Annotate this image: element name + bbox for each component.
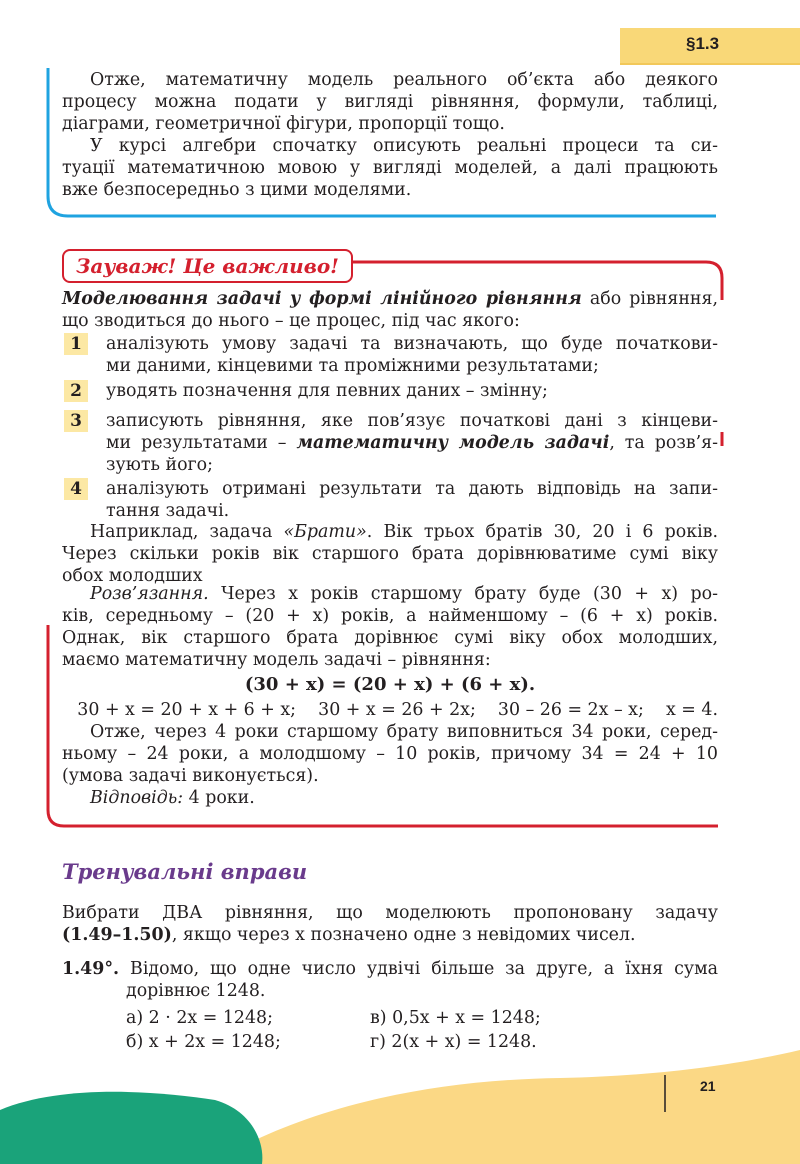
intro-line: туації математичною мовою у вигляді моделей, а далі працюють	[62, 158, 718, 178]
model-equation: (30 + x) = (20 + x) + (6 + x).	[244, 674, 536, 695]
problem-line: Відомо, що одне число удвічі більше за друге, а їхня сума	[119, 959, 718, 979]
problem-number: 1.49°.	[62, 959, 120, 979]
page-number: 21	[700, 1078, 716, 1094]
step-line: аналізують отримані результати та дають відповідь на запи-	[106, 479, 718, 499]
step-text	[106, 478, 718, 522]
instruction-line: , якщо через x позначено одне з невідомих чисел.	[171, 925, 636, 945]
step-line-bold: математичну модель задачі	[296, 433, 610, 453]
solution-line: маємо математичну модель задачі – рівняння:	[62, 650, 491, 670]
answer-label: Відповідь:	[90, 788, 184, 808]
instruction-line: Вибрати ДВА рівняння, що моделюють пропоновану задачу	[62, 903, 718, 923]
intro-line: У курсі алгебри спочатку описують реальні процеси та си-	[90, 136, 718, 156]
section-tag: §1.3	[686, 34, 720, 53]
step-line: тання задачі.	[106, 501, 230, 521]
solution-label: Розв’язання.	[90, 584, 209, 604]
intro-line: вже безпосередньо з цими моделями.	[62, 180, 412, 200]
step-line: зують його;	[106, 455, 213, 475]
solution-line: Однак, вік старшого брата дорівнює сумі віку обох молодших,	[62, 628, 718, 648]
intro-line: процесу можна подати у вигляді рівняння, формули, таблиці,	[62, 92, 718, 112]
step-text	[106, 380, 718, 402]
exercises-heading: Тренувальні вправи	[62, 859, 308, 884]
step-line: уводять позначення для певних даних – змінну;	[106, 381, 548, 401]
example-line: . Вік трьох братів 30, 20 і 6 років.	[366, 522, 718, 542]
note-lead-rest: або рівняння,	[581, 289, 719, 309]
conclusion-line: ньому – 24 роки, а молодшому – 10 років, причому 34 = 24 + 10	[62, 744, 718, 764]
exercises-instruction	[62, 902, 718, 946]
problem-line: дорівнює 1248.	[126, 981, 266, 1001]
solution-line: ків, середньому – (20 + x) років, а найменшому – (6 + x) років.	[62, 606, 718, 626]
step-line-post: , та розв’я-	[609, 433, 719, 453]
example-line: Через скільки років вік старшого брата дорівнюватиме сумі віку	[62, 544, 718, 564]
note-lead	[62, 288, 718, 332]
intro-line: Отже, математичну модель реального об’єкта або деякого	[90, 70, 718, 90]
step-number: 1	[64, 333, 88, 355]
solution-line: Через x років старшому брату буде (30 + x) ро-	[208, 584, 718, 604]
problem-1-49	[62, 958, 718, 1002]
conclusion-text	[62, 721, 718, 809]
note-title: Зауваж! Це важливо!	[62, 249, 353, 283]
answer-value: 4 роки.	[183, 788, 255, 808]
step-line: аналізують умову задачі та визначають, що буде початкови-	[106, 334, 718, 354]
green-blob	[0, 1092, 262, 1164]
example-task-name: «Брати»	[283, 522, 367, 542]
solution-steps-line: 30 + x = 20 + x + 6 + x; 30 + x = 26 + 2x; 30 – 26 = 2x – x; x = 4.	[77, 700, 718, 720]
intro-line: діаграми, геометричної фігури, пропорції тощо.	[62, 114, 505, 134]
step-text	[106, 410, 718, 476]
yellow-wave	[210, 1050, 800, 1164]
example-line: Наприклад, задача	[90, 522, 284, 542]
option-a: а) 2 · 2x = 1248;	[126, 1008, 273, 1028]
option-v: в) 0,5x + x = 1248;	[370, 1008, 541, 1028]
step-number: 4	[64, 478, 88, 500]
step-line: записують рівняння, яке пов’язує початкові дані з кінцеви-	[106, 411, 718, 431]
option-b: б) x + 2x = 1248;	[126, 1032, 281, 1052]
step-line: ми даними, кінцевими та проміжними результатами;	[106, 356, 599, 376]
step-line-pre: ми результатами –	[106, 433, 297, 453]
note-lead-line2: що зводиться до нього – це процес, під час якого:	[62, 311, 520, 331]
conclusion-line: Отже, через 4 роки старшому брату виповниться 34 роки, серед-	[90, 722, 718, 742]
step-number: 2	[64, 380, 88, 402]
step-text	[106, 333, 718, 377]
step-number: 3	[64, 410, 88, 432]
solution-text	[62, 583, 718, 671]
example-text	[62, 521, 718, 587]
note-lead-bold: Моделювання задачі у формі лінійного рівняння	[62, 289, 582, 309]
option-g: г) 2(x + x) = 1248.	[370, 1032, 537, 1052]
example-line: обох молодших	[62, 566, 203, 586]
conclusion-line: (умова задачі виконується).	[62, 766, 319, 786]
intro-text	[62, 69, 718, 201]
instruction-range: (1.49–1.50)	[62, 925, 172, 945]
